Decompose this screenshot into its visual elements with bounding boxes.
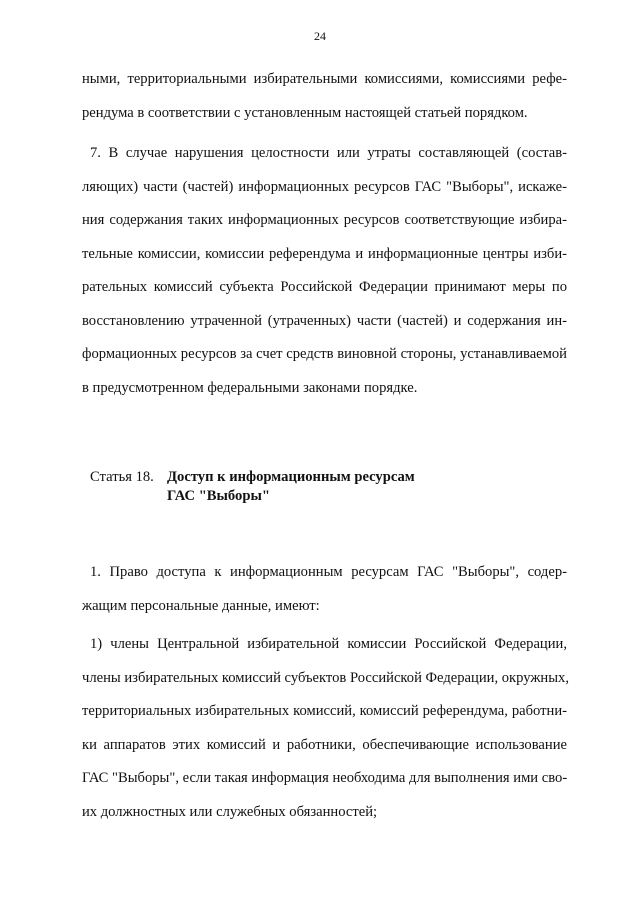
text-line: восстановлению утраченной (утраченных) части (частей) и содержания ин- xyxy=(82,312,567,329)
paragraph-7 xyxy=(82,137,567,405)
text-line: рательных комиссий субъекта Российской Федерации принимают меры по xyxy=(82,279,567,295)
text-line: 1. Право доступа к информационным ресурсам ГАС "Выборы", содер- xyxy=(90,564,567,580)
paragraph-1 xyxy=(82,556,567,623)
article-title: Доступ к информационным ресурсам xyxy=(167,469,415,485)
text-line: тельные комиссии, комиссии референдума и информационные центры изби- xyxy=(82,245,567,262)
text-line: ными, территориальными избирательными комиссиями, комиссиями рефе- xyxy=(82,71,567,87)
page-number: 24 xyxy=(314,29,326,43)
article-number: Статья 18. xyxy=(90,469,154,485)
text-line: в предусмотренном федеральными законами порядке. xyxy=(82,379,418,396)
text-line: рендума в соответствии с установленным настоящей статьей порядком. xyxy=(82,104,528,121)
text-line: территориальных избирательных комиссий, комиссий референдума, работни- xyxy=(82,703,567,719)
text-line: жащим персональные данные, имеют: xyxy=(82,597,320,614)
text-line: члены избирательных комиссий субъектов Российской Федерации, окружных, xyxy=(82,669,569,686)
article-heading xyxy=(90,468,415,506)
article-title-continued: ГАС "Выборы" xyxy=(167,488,270,504)
text-line: ляющих) части (частей) информационных ресурсов ГАС "Выборы", искаже- xyxy=(82,178,567,195)
text-line: 1) члены Центральной избирательной комиссии Российской Федерации, xyxy=(90,636,567,652)
text-line: формационных ресурсов за счет средств виновной стороны, устанавливаемой xyxy=(82,346,567,362)
text-line: ки аппаратов этих комиссий и работники, обеспечивающие использование xyxy=(82,736,567,753)
paragraph-item-1 xyxy=(82,628,567,829)
text-line: их должностных или служебных обязанностей; xyxy=(82,803,378,820)
text-line: 7. В случае нарушения целостности или утраты составляющей (состав- xyxy=(90,145,567,161)
text-line: ГАС "Выборы", если такая информация необходима для выполнения ими сво- xyxy=(82,770,568,786)
paragraph-continuation xyxy=(82,63,567,130)
text-line: ния содержания таких информационных ресурсов соответствующие избира- xyxy=(82,212,567,228)
